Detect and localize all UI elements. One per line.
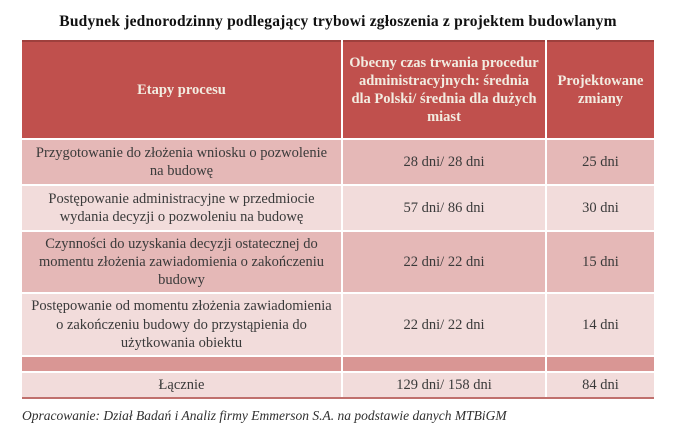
spacer-row — [22, 356, 654, 372]
table-row — [22, 231, 654, 293]
spacer-cell — [342, 356, 546, 372]
table-row — [22, 185, 654, 231]
page-title: Budynek jednorodzinny podlegający trybowi zgłoszenia z projektem budowlanym — [59, 13, 617, 30]
header-row — [22, 41, 654, 139]
table-header — [22, 41, 654, 139]
stage-cell: Przygotowanie do złożenia wniosku o pozwolenie na budowę — [22, 139, 342, 185]
current-duration-cell: 57 dni/ 86 dni — [342, 185, 546, 231]
column-header-stages: Etapy procesu — [22, 41, 342, 139]
current-duration-cell: 28 dni/ 28 dni — [342, 139, 546, 185]
column-header-current-duration: Obecny czas trwania procedur administracyjnych: średnia dla Polski/ średnia dla dużych miast — [342, 41, 546, 139]
table-row — [22, 139, 654, 185]
process-stages-table — [22, 40, 654, 399]
stage-cell: Postępowanie od momentu złożenia zawiadomienia o zakończeniu budowy do przystąpienia do użytkowania obiektu — [22, 293, 342, 355]
stage-cell: Czynności do uzyskania decyzji ostatecznej do momentu złożenia zawiadomienia o zakończeniu budowy — [22, 231, 342, 293]
projected-change-cell: 30 dni — [546, 185, 654, 231]
current-duration-cell: 22 dni/ 22 dni — [342, 231, 546, 293]
spacer-cell — [22, 356, 342, 372]
projected-change-cell: 14 dni — [546, 293, 654, 355]
projected-change-cell: 25 dni — [546, 139, 654, 185]
spacer-cell — [546, 356, 654, 372]
total-projected-change-cell: 84 dni — [546, 372, 654, 398]
column-header-projected-changes: Projektowane zmiany — [546, 41, 654, 139]
projected-change-cell: 15 dni — [546, 231, 654, 293]
source-footnote: Opracowanie: Dział Badań i Analiz firmy Emmerson S.A. na podstawie danych MTBiGM — [22, 407, 507, 423]
current-duration-cell: 22 dni/ 22 dni — [342, 293, 546, 355]
page — [0, 13, 676, 444]
total-current-duration-cell: 129 dni/ 158 dni — [342, 372, 546, 398]
total-label-cell: Łącznie — [22, 372, 342, 398]
table-row — [22, 293, 654, 355]
total-row — [22, 372, 654, 398]
stage-cell: Postępowanie administracyjne w przedmiocie wydania decyzji o pozwoleniu na budowę — [22, 185, 342, 231]
